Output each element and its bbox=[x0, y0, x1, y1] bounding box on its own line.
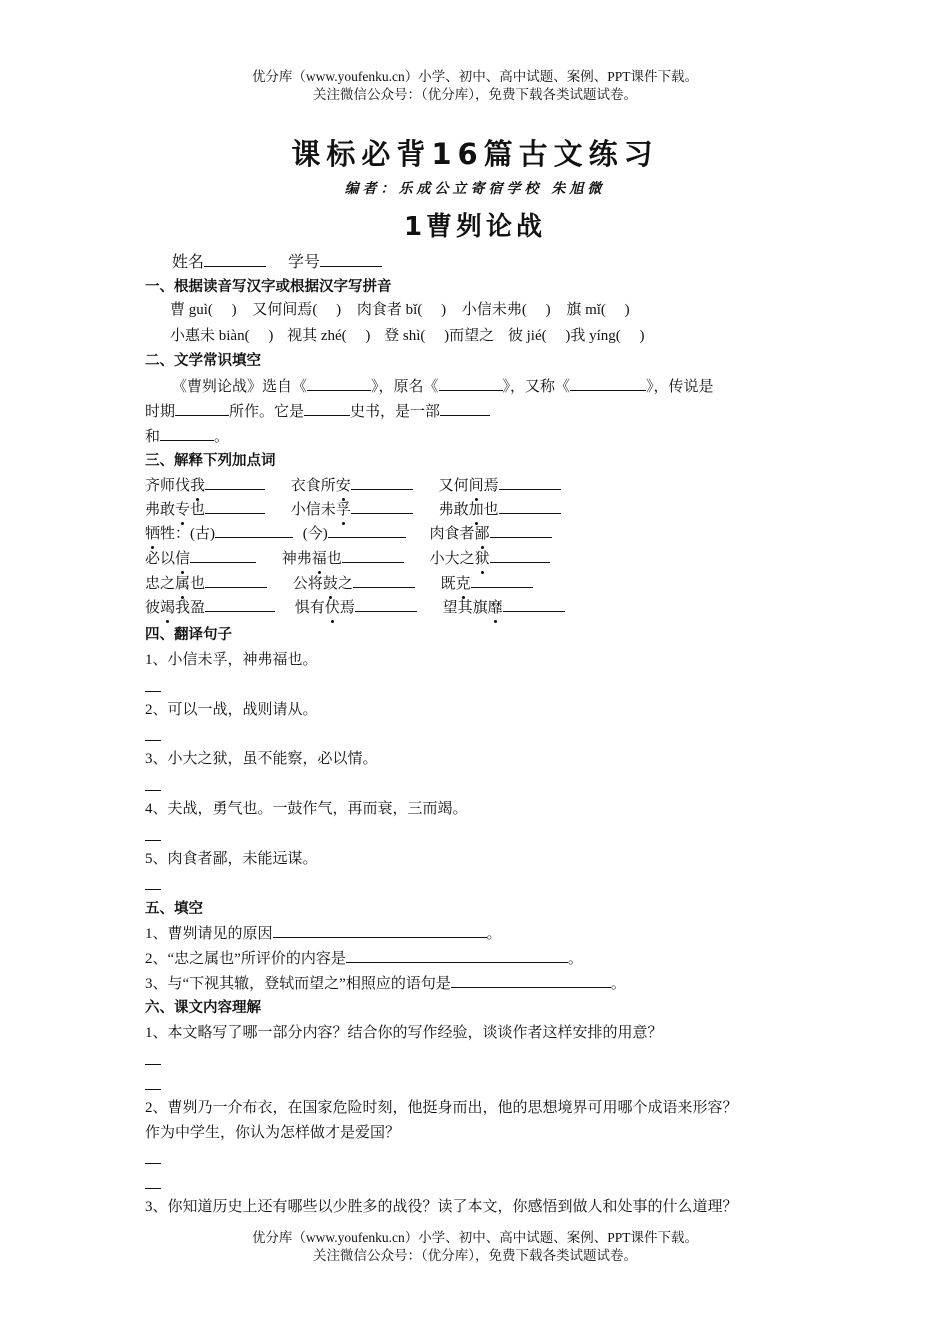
student-info bbox=[172, 252, 382, 273]
text: 1、曹刿请见的原因 bbox=[145, 926, 273, 942]
fill-blank[interactable] bbox=[570, 376, 646, 391]
text: 惧有 bbox=[294, 600, 325, 616]
pinyin-item: 登 shì( )而望之 bbox=[384, 328, 495, 344]
text: (今) bbox=[302, 526, 328, 542]
question-2-line-2: 作为中学生，你认为怎样做才是爱国？ bbox=[145, 1125, 401, 1141]
section-1-row-2 bbox=[170, 326, 645, 346]
fill-item-2 bbox=[145, 948, 583, 969]
vocab-row-3 bbox=[145, 523, 552, 544]
header-line-2: 关注微信公众号：（优分库），免费下载各类试题试卷。 bbox=[313, 87, 637, 102]
text: 》，又称《 bbox=[502, 379, 571, 395]
fill-blank[interactable] bbox=[346, 948, 568, 963]
answer-line[interactable] bbox=[145, 1089, 161, 1090]
text: 必以 bbox=[145, 551, 176, 567]
pinyin-item: 旗 mǐ( ) bbox=[566, 302, 630, 318]
section-2-line-2 bbox=[145, 401, 490, 422]
section-6-heading: 六、课文内容理解 bbox=[145, 1000, 261, 1016]
dotted-word: 伏 bbox=[324, 600, 340, 616]
answer-line[interactable] bbox=[145, 1188, 161, 1189]
fill-blank[interactable] bbox=[205, 475, 265, 490]
fill-blank[interactable] bbox=[307, 376, 371, 391]
section-3-heading: 三、解释下列加点词 bbox=[145, 453, 276, 469]
text: 。 bbox=[486, 926, 502, 942]
fill-blank[interactable] bbox=[160, 426, 214, 441]
dotted-word: 牺 bbox=[145, 526, 161, 542]
fill-blank[interactable] bbox=[499, 475, 561, 490]
fill-blank[interactable] bbox=[205, 597, 275, 612]
translate-item-2: 2、可以一战，战则请从。 bbox=[145, 702, 318, 718]
dotted-word: 属 bbox=[175, 576, 191, 592]
dotted-word: 竭 bbox=[160, 600, 176, 616]
text: 《曹刿论战》选自《 bbox=[172, 379, 308, 395]
fill-blank[interactable] bbox=[215, 523, 293, 538]
translate-item-3: 3、小大之狱，虽不能察，必以情。 bbox=[145, 751, 378, 767]
fill-blank[interactable] bbox=[351, 499, 413, 514]
document-title: 课标必背16篇古文练习 bbox=[291, 137, 659, 171]
fill-blank[interactable] bbox=[273, 923, 487, 938]
dotted-word: 鼓 bbox=[322, 576, 338, 592]
fill-blank[interactable] bbox=[471, 573, 533, 588]
text: 衣食所 bbox=[290, 478, 336, 494]
text: 也 bbox=[190, 502, 206, 518]
vocab-row-2 bbox=[145, 499, 561, 520]
text: 2、“忠之属也”所评价的内容是 bbox=[145, 951, 346, 967]
section-1-row-1 bbox=[170, 300, 630, 320]
text: 齐师伐 bbox=[145, 478, 191, 494]
fill-blank[interactable] bbox=[328, 523, 406, 538]
text: 之 bbox=[337, 576, 353, 592]
pinyin-item: 肉食者 bǐ( ) bbox=[356, 302, 447, 318]
vocab-row-6 bbox=[145, 597, 565, 618]
dotted-word: 靡 bbox=[487, 600, 503, 616]
dotted-word: 我 bbox=[190, 478, 206, 494]
header-line-1: 优分库（www.youfenku.cn）小学、初中、高中试题、案例、PPT课件下载。 bbox=[251, 69, 699, 84]
text: 》，原名《 bbox=[371, 379, 439, 395]
vocab-row-4 bbox=[145, 548, 550, 569]
question-1: 1、本文略写了哪一部分内容？结合你的写作经验，谈谈作者这样安排的用意？ bbox=[145, 1025, 663, 1041]
dotted-word: 孚 bbox=[335, 502, 351, 518]
fill-blank[interactable] bbox=[351, 475, 413, 490]
text: 和 bbox=[145, 429, 161, 445]
pinyin-item: 小惠未 biàn( ) bbox=[170, 328, 274, 344]
document-author: 编者：乐成公立寄宿学校 朱旭微 bbox=[344, 181, 606, 197]
dotted-word: 狱 bbox=[474, 551, 490, 567]
text: 小大之 bbox=[429, 551, 475, 567]
answer-line[interactable] bbox=[145, 889, 161, 890]
section-2-line-3 bbox=[145, 426, 229, 447]
section-2-line-1 bbox=[172, 376, 714, 397]
fill-blank[interactable] bbox=[503, 597, 565, 612]
text: 。 bbox=[214, 429, 230, 445]
dotted-word: 专 bbox=[175, 502, 191, 518]
text: 史书，是一部 bbox=[350, 404, 441, 420]
id-blank[interactable] bbox=[320, 252, 382, 267]
dotted-word: 间 bbox=[468, 478, 484, 494]
text: 忠之 bbox=[145, 576, 176, 592]
fill-blank[interactable] bbox=[490, 523, 552, 538]
text: 弗敢 bbox=[145, 502, 176, 518]
answer-line[interactable] bbox=[145, 740, 161, 741]
pinyin-item: 小信未弗( ) bbox=[461, 302, 551, 318]
fill-blank[interactable] bbox=[355, 597, 417, 612]
pinyin-item: 曹 guì( ) bbox=[170, 302, 237, 318]
text: 焉 bbox=[483, 478, 499, 494]
answer-line[interactable] bbox=[145, 1163, 161, 1164]
question-2-line-1: 2、曹刿乃一介布衣，在国家危险时刻，他挺身而出，他的思想境界可用哪个成语来形容？ bbox=[145, 1100, 738, 1116]
footer-line-2: 关注微信公众号：（优分库），免费下载各类试题试卷。 bbox=[313, 1248, 637, 1263]
text: 。 bbox=[567, 951, 583, 967]
fill-blank[interactable] bbox=[175, 401, 229, 416]
name-blank[interactable] bbox=[204, 252, 266, 267]
footer-line-1: 优分库（www.youfenku.cn）小学、初中、高中试题、案例、PPT课件下载。 bbox=[251, 1230, 699, 1245]
text: 彼 bbox=[145, 600, 161, 616]
answer-line[interactable] bbox=[145, 840, 161, 841]
dotted-word: 克 bbox=[455, 576, 471, 592]
fill-blank[interactable] bbox=[205, 573, 267, 588]
pinyin-item: 视其 zhé( ) bbox=[287, 328, 371, 344]
name-label: 姓名 bbox=[172, 254, 205, 271]
fill-blank[interactable] bbox=[205, 499, 265, 514]
text: 3、与“下视其辙，登轼而望之”相照应的语句是 bbox=[145, 976, 451, 992]
fill-blank[interactable] bbox=[451, 973, 611, 988]
text: 既 bbox=[440, 576, 456, 592]
section-2-heading: 二、文学常识填空 bbox=[145, 353, 261, 369]
text: 也 bbox=[326, 551, 342, 567]
fill-blank[interactable] bbox=[499, 499, 561, 514]
fill-blank[interactable] bbox=[439, 376, 503, 391]
text: 肉食者 bbox=[429, 526, 475, 542]
fill-blank[interactable] bbox=[342, 548, 404, 563]
dotted-word: 安 bbox=[335, 478, 351, 494]
pinyin-item: 彼 jié( )我 yíng( ) bbox=[507, 328, 645, 344]
text: 》，传说是 bbox=[646, 379, 714, 395]
text: 小信未 bbox=[290, 502, 336, 518]
fill-blank[interactable] bbox=[490, 548, 550, 563]
answer-line[interactable] bbox=[145, 790, 161, 791]
dotted-word: 信 bbox=[175, 551, 191, 567]
fill-blank[interactable] bbox=[353, 573, 415, 588]
question-3: 3、你知道历史上还有哪些以少胜多的战役？读了本文，你感悟到做人和处事的什么道理？ bbox=[145, 1199, 738, 1215]
text: 公将 bbox=[292, 576, 323, 592]
translate-item-5: 5、肉食者鄙，未能远谋。 bbox=[145, 851, 318, 867]
text: 神弗 bbox=[281, 551, 312, 567]
text: 牲：(古) bbox=[160, 526, 216, 542]
pinyin-item: 又何间焉( ) bbox=[252, 302, 342, 318]
text: 时期 bbox=[145, 404, 176, 420]
section-1-heading: 一、根据读音写汉字或根据汉字写拼音 bbox=[145, 279, 392, 295]
text: 焉 bbox=[339, 600, 355, 616]
answer-line[interactable] bbox=[145, 691, 161, 692]
lesson-title: 1曹刿论战 bbox=[403, 212, 547, 242]
vocab-row-1 bbox=[145, 475, 561, 496]
text: 所作。它是 bbox=[229, 404, 305, 420]
fill-blank[interactable] bbox=[190, 548, 256, 563]
translate-item-1: 1、小信未孚，神弗福也。 bbox=[145, 652, 318, 668]
fill-item-1 bbox=[145, 923, 502, 944]
text: 望其旗 bbox=[442, 600, 488, 616]
section-4-heading: 四、翻译句子 bbox=[145, 627, 232, 643]
text: 又何 bbox=[438, 478, 469, 494]
fill-blank[interactable] bbox=[440, 401, 490, 416]
fill-item-3 bbox=[145, 973, 626, 994]
section-5-heading: 五、填空 bbox=[145, 901, 203, 917]
fill-blank[interactable] bbox=[304, 401, 350, 416]
id-label: 学号 bbox=[288, 254, 321, 271]
dotted-word: 鄙 bbox=[474, 526, 490, 542]
dotted-word: 福 bbox=[311, 551, 327, 567]
answer-line[interactable] bbox=[145, 1064, 161, 1065]
translate-item-4: 4、夫战，勇气也。一鼓作气，再而衰，三而竭。 bbox=[145, 801, 468, 817]
vocab-row-5 bbox=[145, 573, 533, 594]
text: 也 bbox=[483, 502, 499, 518]
text: 我盈 bbox=[175, 600, 206, 616]
text: 也 bbox=[190, 576, 206, 592]
text: 弗敢 bbox=[438, 502, 469, 518]
dotted-word: 加 bbox=[468, 502, 484, 518]
text: 。 bbox=[610, 976, 626, 992]
